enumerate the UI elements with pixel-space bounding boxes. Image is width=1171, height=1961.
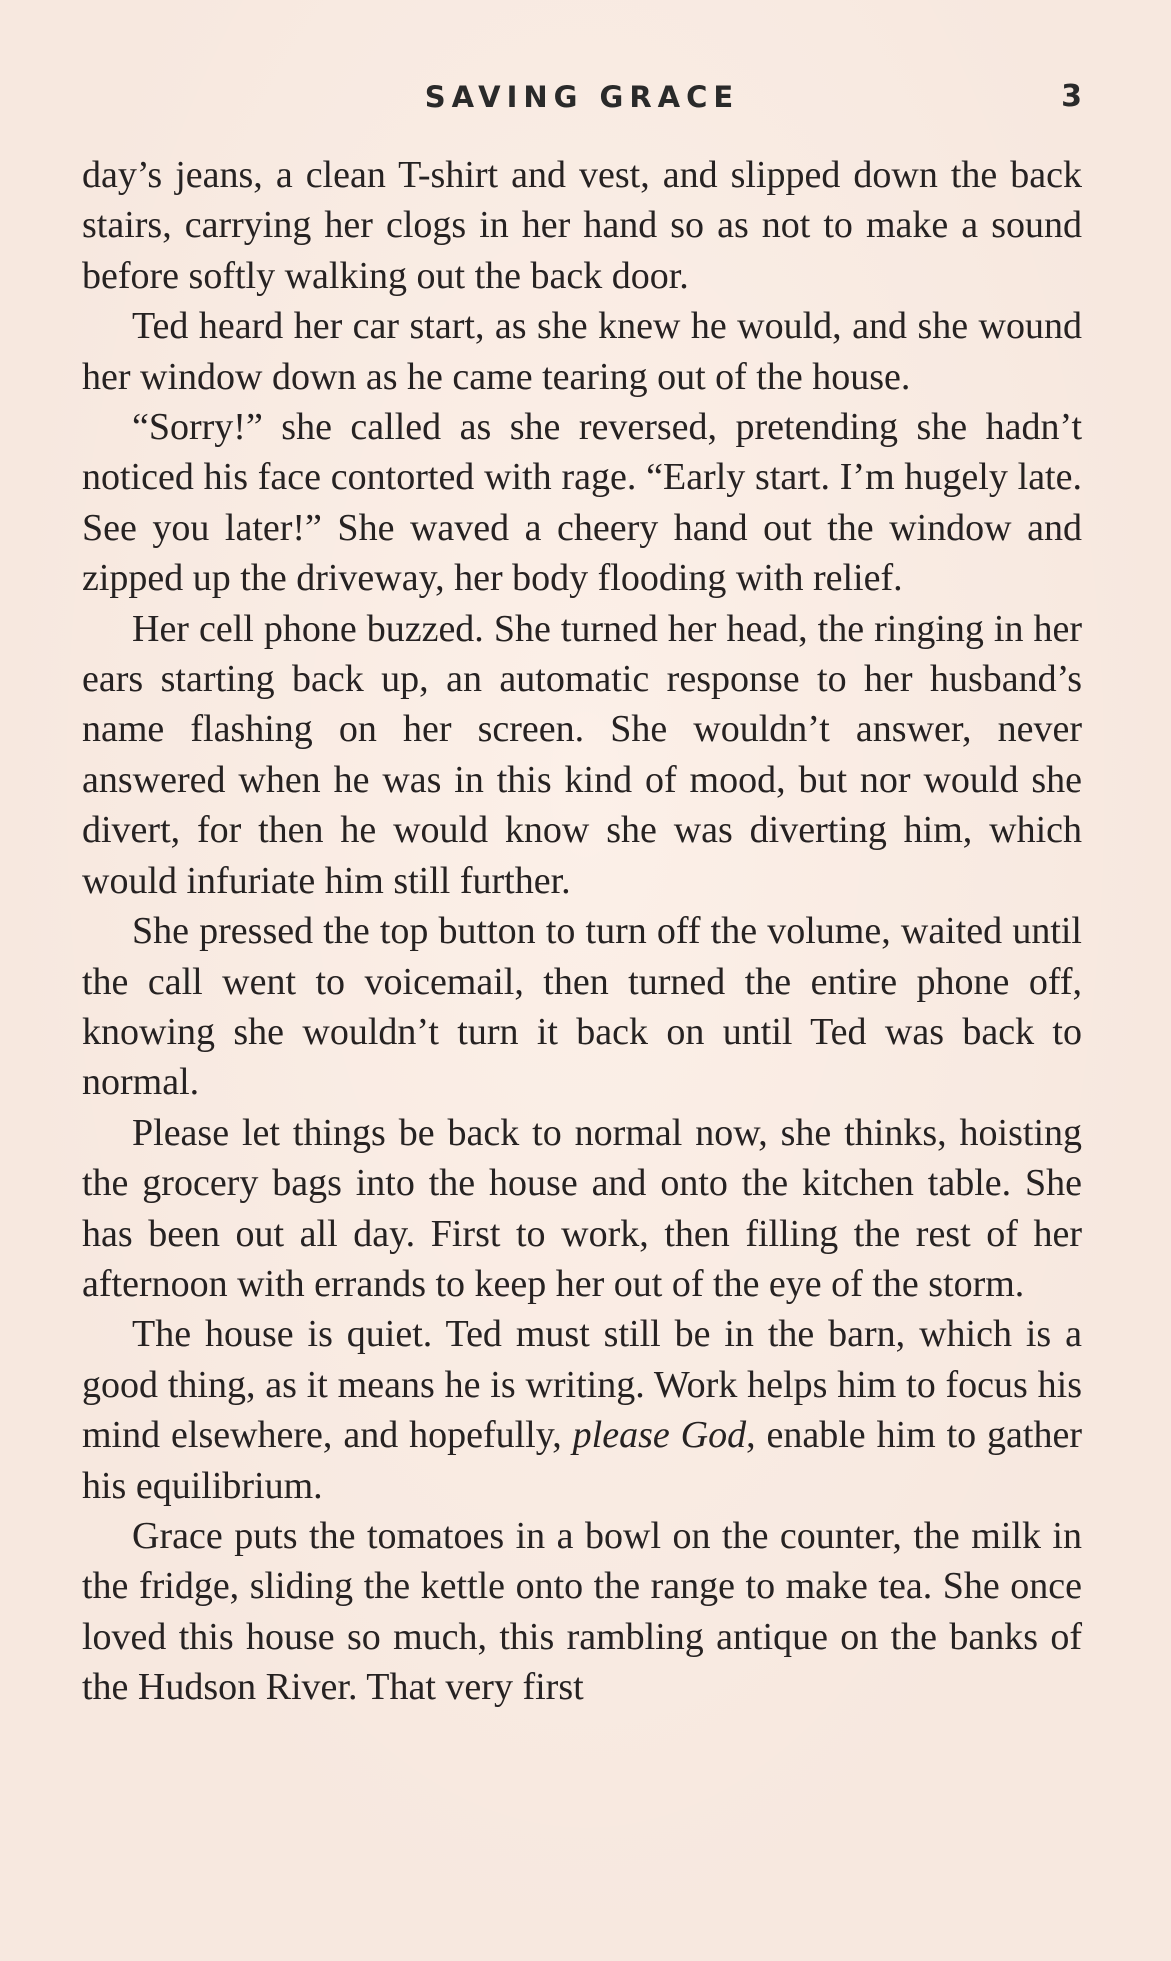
page-number: 3: [1061, 79, 1082, 114]
paragraph-1: day’s jeans, a clean T-shirt and vest, and slipped down the back stairs, carrying her clogs in her hand so as not to make a sound before softly walking out the back door.: [82, 154, 1082, 297]
paragraph-7-end: , enable him to gather his equilibrium.: [82, 1414, 1082, 1507]
paragraph-5: She pressed the top button to turn off the volume, waited until the call went to voicemail, then turned the entire phone off, knowing she wouldn’t turn it back on until Ted was back to normal.: [82, 910, 1082, 1104]
running-title: SAVING GRACE: [424, 80, 740, 114]
paragraph-7: [82, 1309, 1082, 1511]
body-text: [82, 150, 1082, 1713]
paragraph-4: Her cell phone buzzed. She turned her head, the ringing in her ears starting back up, an automatic response to her husband’s name flashing on her screen. She wouldn’t answer, never answered when he was in this kind of mood, but nor would she divert, for then he would know she was diverting him, which would infuriate him still further.: [82, 607, 1082, 902]
paragraph-2: Ted heard her car start, as she knew he would, and she wound her window down as he came tearing out of the house.: [82, 305, 1082, 398]
paragraph-6: Please let things be back to normal now, she thinks, hoisting the grocery bags into the house and onto the kitchen table. She has been out all day. First to work, then filling the rest of her afternoon with errands to keep her out of the eye of the storm.: [82, 1111, 1082, 1305]
paragraph-3: “Sorry!” she called as she reversed, pretending she hadn’t noticed his face contorted with rage. “Early start. I’m hugely late. See you later!” She waved a cheery hand out the window and zipped up the driveway, her body flooding with relief.: [82, 406, 1082, 600]
running-header: [82, 72, 1082, 122]
paragraph-7-emphasis: please God: [572, 1414, 747, 1457]
paragraph-7-start: The house is quiet. Ted must still be in the barn, which is a good thing, as it means he is writing. Work helps him to focus his mind elsewhere, and hopefully,: [82, 1313, 1082, 1457]
paragraph-8: Grace puts the tomatoes in a bowl on the counter, the milk in the fridge, sliding the kettle onto the range to make tea. She once loved this house so much, this rambling antique on the banks of the Hudson River. That very first: [82, 1514, 1082, 1709]
